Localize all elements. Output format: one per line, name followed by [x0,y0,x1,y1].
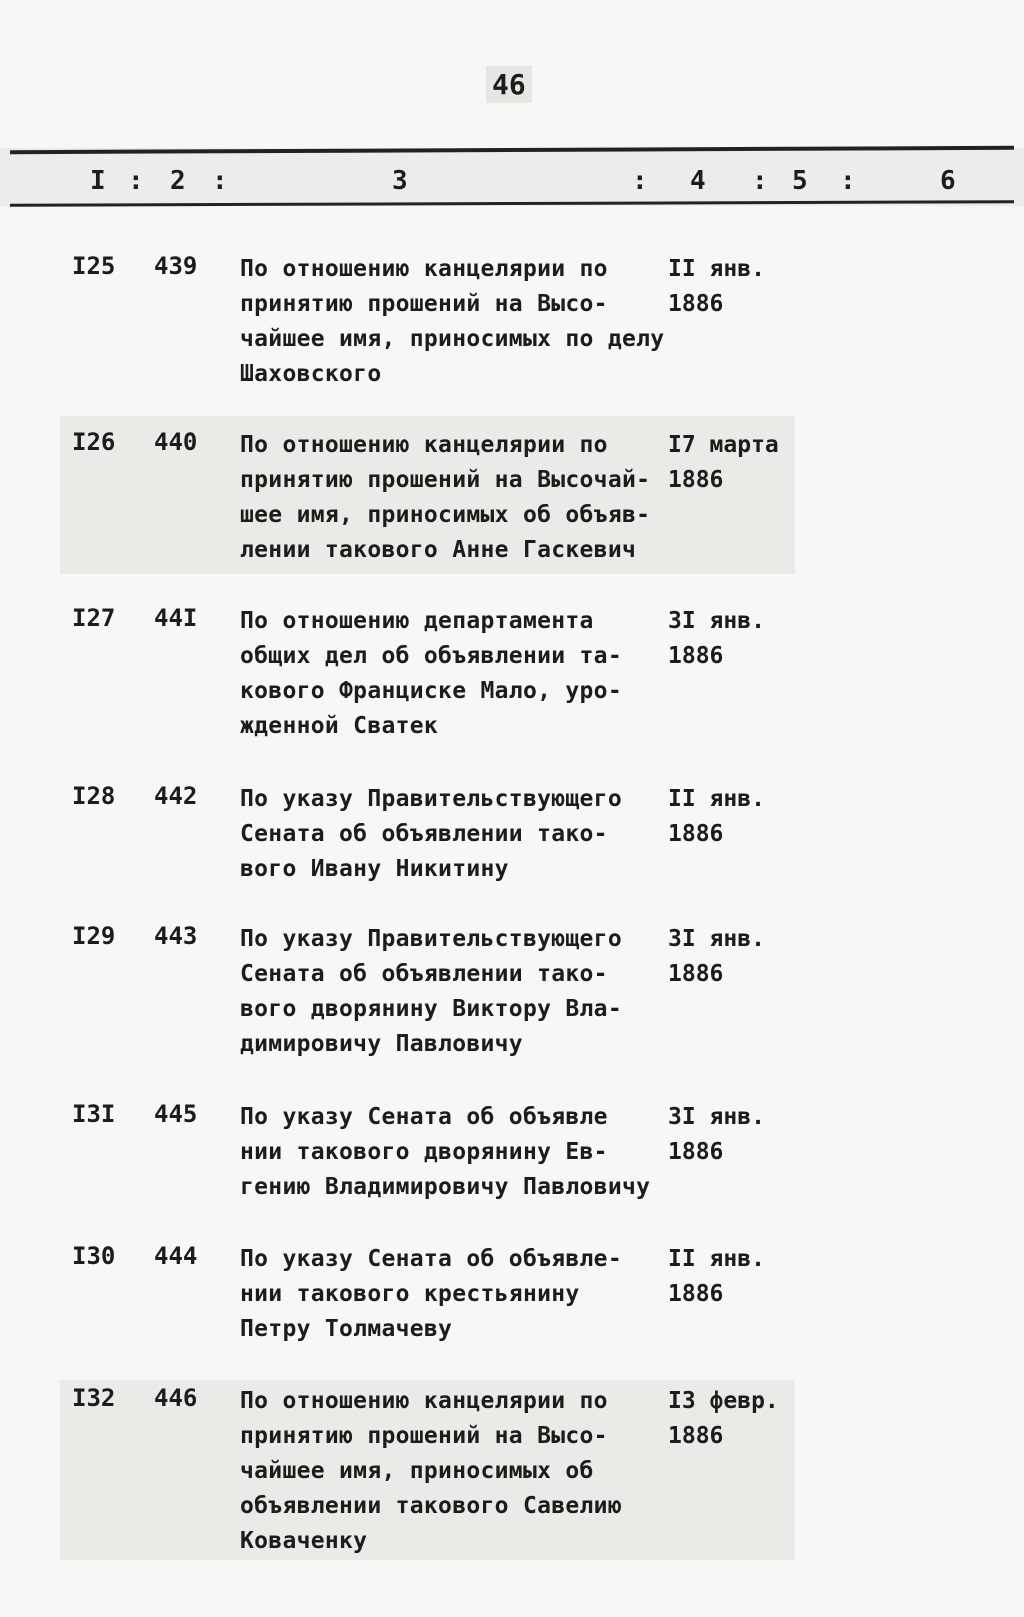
description-line: нии такового дворянину Ев- [240,1139,608,1165]
column-header-5: 5 [792,166,808,196]
description-line: объявлении такового Савелию [240,1493,622,1519]
entry-description [240,604,660,744]
date-year: 1886 [668,467,724,493]
description-line: По отношению канцелярии по [240,432,608,458]
column-separator: : [632,166,648,196]
column-header-2: 2 [170,166,186,196]
date-year: 1886 [668,1139,724,1165]
date-year: 1886 [668,643,724,669]
date-year: 1886 [668,821,724,847]
column-header-3: 3 [392,166,408,196]
date-day: I3 февр. [668,1388,779,1414]
entry-number: I32 [72,1384,116,1412]
date-day: II янв. [668,1246,765,1272]
table-header-band [0,148,1024,206]
description-line: жденной Сватек [240,713,439,739]
description-line: По указу Сената об объявле [240,1104,608,1130]
entry-date [668,922,788,992]
document-number: 445 [154,1100,198,1128]
entry-description [240,428,660,568]
entry-description [240,922,660,1062]
description-line: Сената об объявлении тако- [240,821,608,847]
entry-date [668,1100,788,1170]
description-line: принятию прошений на Высо- [240,1423,608,1449]
date-day: 3I янв. [668,608,765,634]
description-line: чайшее имя, приносимых об [240,1458,594,1484]
entry-description [240,1242,660,1347]
document-number: 440 [154,428,198,456]
entry-number: I26 [72,428,116,456]
date-day: 3I янв. [668,926,765,952]
description-line: шее имя, приносимых об объяв- [240,502,651,528]
description-line: По указу Правительствующего [240,786,622,812]
column-header-4: 4 [690,166,706,196]
date-day: I7 марта [668,432,779,458]
description-line: принятию прошений на Высочай- [240,467,651,493]
entry-number: I3I [72,1100,116,1128]
description-line: По указу Сената об объявле- [240,1246,622,1272]
description-line: вого Ивану Никитину [240,856,509,882]
column-header-1: I [90,166,106,196]
entry-description [240,1384,660,1559]
date-day: 3I янв. [668,1104,765,1130]
description-line: принятию прошений на Высо- [240,291,608,317]
description-line: гению Владимировичу Павловичу [240,1174,651,1200]
description-line: кового Франциске Мало, уро- [240,678,622,704]
description-line: общих дел об объявлении та- [240,643,622,669]
description-line: По отношению департамента [240,608,594,634]
date-year: 1886 [668,1423,724,1449]
entry-number: I30 [72,1242,116,1270]
date-day: II янв. [668,256,765,282]
description-line: Шаховского [240,361,382,387]
description-line: Петру Толмачеву [240,1316,453,1342]
document-number: 444 [154,1242,198,1270]
document-number: 439 [154,252,198,280]
column-separator: : [840,166,856,196]
entry-date [668,428,788,498]
entry-description [240,252,665,392]
description-line: димировичу Павловичу [240,1031,523,1057]
page-number: 46 [486,66,532,103]
entry-description [240,1100,660,1205]
column-separator: : [128,166,144,196]
entry-number: I25 [72,252,116,280]
description-line: По указу Правительствующего [240,926,622,952]
entry-number: I27 [72,604,116,632]
column-separator: : [212,166,228,196]
description-line: Сената об объявлении тако- [240,961,608,987]
description-line: По отношению канцелярии по [240,1388,608,1414]
entry-number: I28 [72,782,116,810]
description-line: нии такового крестьянину [240,1281,580,1307]
column-header-6: 6 [940,166,956,196]
description-line: чайшее имя, приносимых по делу [240,326,665,352]
date-day: II янв. [668,786,765,812]
document-number: 44I [154,604,198,632]
description-line: По отношению канцелярии по [240,256,608,282]
description-line: Коваченку [240,1528,368,1554]
date-year: 1886 [668,961,724,987]
description-line: вого дворянину Виктору Вла- [240,996,622,1022]
entry-date [668,1384,788,1454]
entry-date [668,782,788,852]
document-number: 443 [154,922,198,950]
description-line: лении такового Анне Гаскевич [240,537,637,563]
entry-number: I29 [72,922,116,950]
entry-date [668,1242,788,1312]
entry-date [668,604,788,674]
entry-description [240,782,660,887]
date-year: 1886 [668,291,724,317]
entry-date [668,252,788,322]
document-number: 446 [154,1384,198,1412]
column-separator: : [752,166,768,196]
document-number: 442 [154,782,198,810]
date-year: 1886 [668,1281,724,1307]
